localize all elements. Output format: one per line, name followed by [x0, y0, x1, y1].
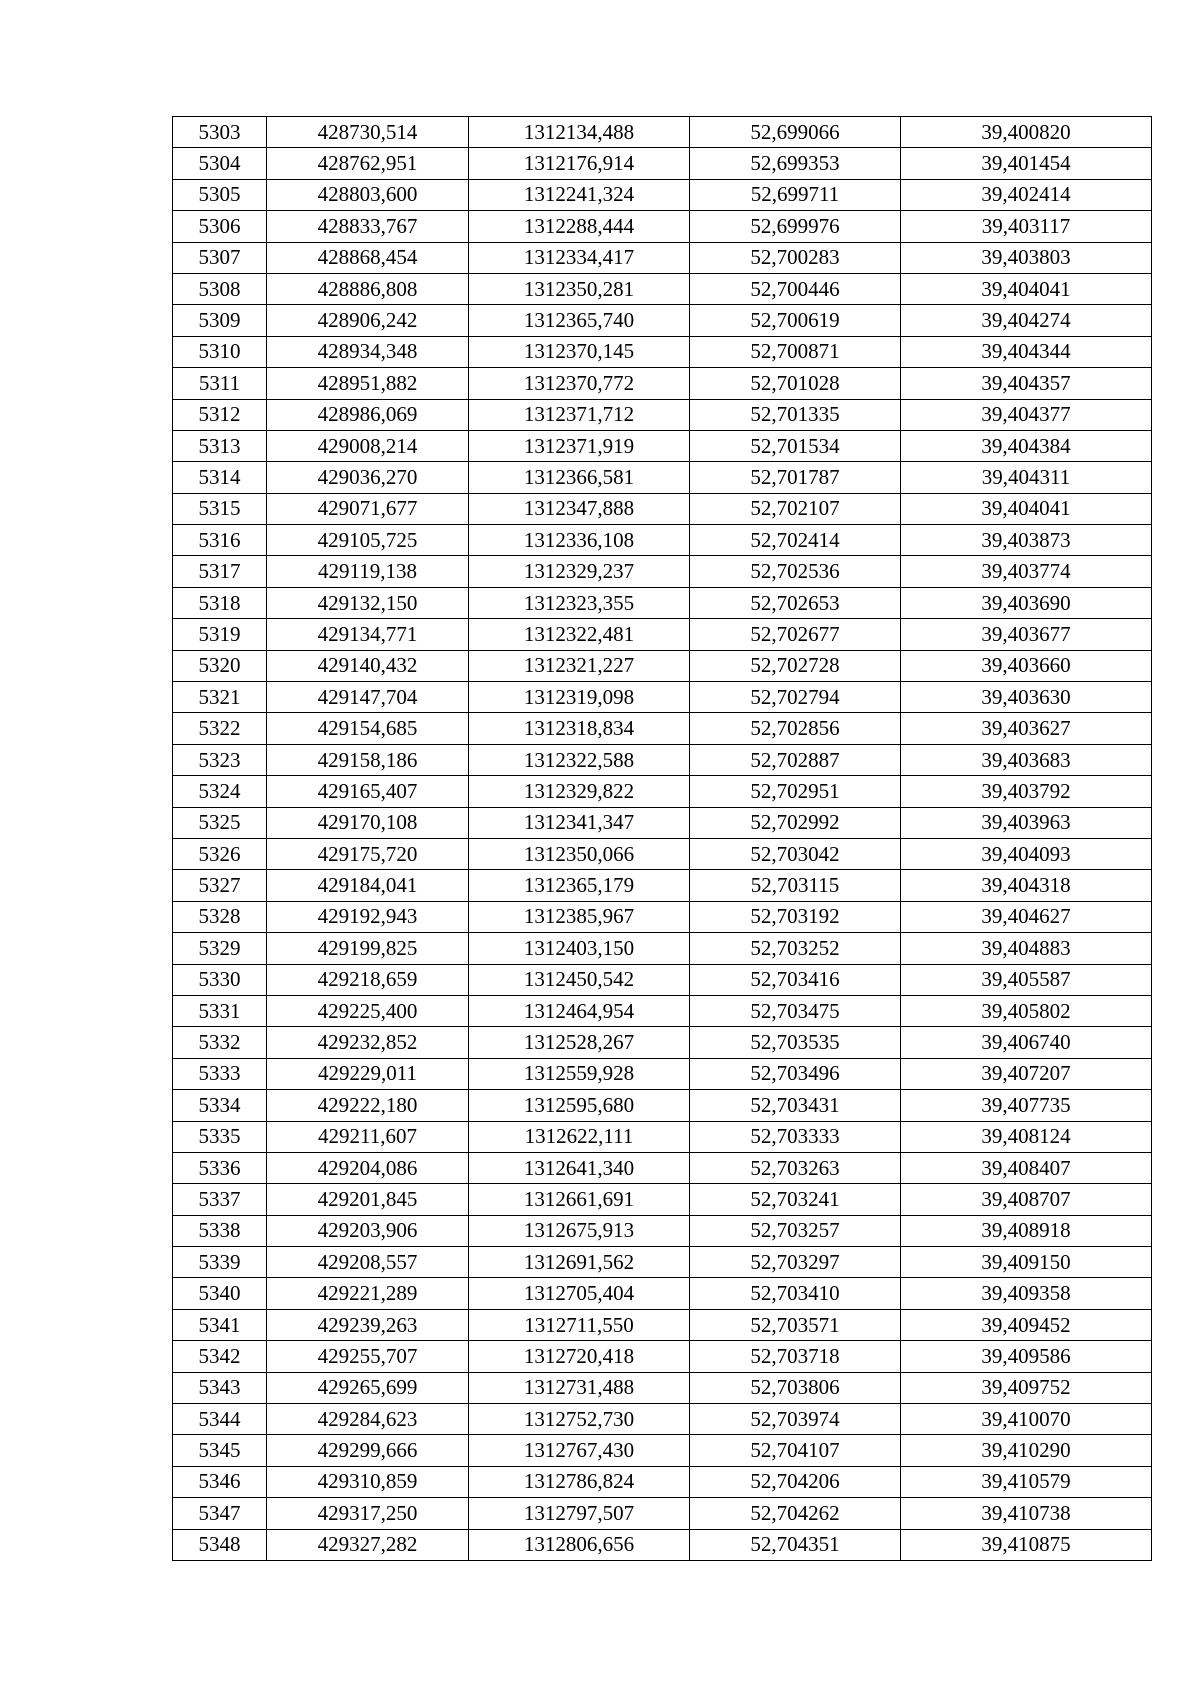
table-row: [173, 1247, 1152, 1278]
longitude-cell: 39,403627: [901, 713, 1152, 744]
point-number-cell: 5330: [173, 964, 267, 995]
latitude-cell: 52,703257: [690, 1215, 901, 1246]
table-row: [173, 838, 1152, 869]
longitude-cell: 39,403774: [901, 556, 1152, 587]
point-number-cell: 5303: [173, 117, 267, 148]
latitude-cell: 52,700446: [690, 273, 901, 304]
x-coordinate-cell: 429225,400: [267, 995, 469, 1026]
table-row: [173, 964, 1152, 995]
point-number-cell: 5315: [173, 493, 267, 524]
latitude-cell: 52,703535: [690, 1027, 901, 1058]
y-coordinate-cell: 1312370,772: [469, 368, 690, 399]
longitude-cell: 39,404318: [901, 870, 1152, 901]
y-coordinate-cell: 1312806,656: [469, 1529, 690, 1560]
point-number-cell: 5312: [173, 399, 267, 430]
y-coordinate-cell: 1312319,098: [469, 682, 690, 713]
y-coordinate-cell: 1312752,730: [469, 1404, 690, 1435]
longitude-cell: 39,401454: [901, 148, 1152, 179]
latitude-cell: 52,702951: [690, 776, 901, 807]
y-coordinate-cell: 1312691,562: [469, 1247, 690, 1278]
latitude-cell: 52,703416: [690, 964, 901, 995]
longitude-cell: 39,409150: [901, 1247, 1152, 1278]
x-coordinate-cell: 429317,250: [267, 1498, 469, 1529]
latitude-cell: 52,702536: [690, 556, 901, 587]
point-number-cell: 5310: [173, 336, 267, 367]
point-number-cell: 5322: [173, 713, 267, 744]
table-row: [173, 1152, 1152, 1183]
y-coordinate-cell: 1312661,691: [469, 1184, 690, 1215]
x-coordinate-cell: 428906,242: [267, 305, 469, 336]
x-coordinate-cell: 429071,677: [267, 493, 469, 524]
x-coordinate-cell: 429218,659: [267, 964, 469, 995]
latitude-cell: 52,704107: [690, 1435, 901, 1466]
table-row: [173, 1341, 1152, 1372]
longitude-cell: 39,403660: [901, 650, 1152, 681]
y-coordinate-cell: 1312385,967: [469, 901, 690, 932]
point-number-cell: 5342: [173, 1341, 267, 1372]
table-row: [173, 1404, 1152, 1435]
x-coordinate-cell: 429147,704: [267, 682, 469, 713]
latitude-cell: 52,703042: [690, 838, 901, 869]
y-coordinate-cell: 1312341,347: [469, 807, 690, 838]
longitude-cell: 39,406740: [901, 1027, 1152, 1058]
latitude-cell: 52,704351: [690, 1529, 901, 1560]
point-number-cell: 5327: [173, 870, 267, 901]
longitude-cell: 39,403683: [901, 744, 1152, 775]
x-coordinate-cell: 428833,767: [267, 211, 469, 242]
x-coordinate-cell: 429211,607: [267, 1121, 469, 1152]
latitude-cell: 52,699976: [690, 211, 901, 242]
y-coordinate-cell: 1312336,108: [469, 525, 690, 556]
coordinates-table: [172, 116, 1152, 1561]
latitude-cell: 52,703496: [690, 1058, 901, 1089]
latitude-cell: 52,701335: [690, 399, 901, 430]
longitude-cell: 39,403803: [901, 242, 1152, 273]
x-coordinate-cell: 429170,108: [267, 807, 469, 838]
x-coordinate-cell: 429327,282: [267, 1529, 469, 1560]
y-coordinate-cell: 1312321,227: [469, 650, 690, 681]
point-number-cell: 5318: [173, 587, 267, 618]
point-number-cell: 5313: [173, 430, 267, 461]
y-coordinate-cell: 1312797,507: [469, 1498, 690, 1529]
point-number-cell: 5319: [173, 619, 267, 650]
point-number-cell: 5328: [173, 901, 267, 932]
y-coordinate-cell: 1312323,355: [469, 587, 690, 618]
table-row: [173, 211, 1152, 242]
y-coordinate-cell: 1312350,066: [469, 838, 690, 869]
y-coordinate-cell: 1312329,237: [469, 556, 690, 587]
x-coordinate-cell: 429192,943: [267, 901, 469, 932]
x-coordinate-cell: 429310,859: [267, 1466, 469, 1497]
point-number-cell: 5314: [173, 462, 267, 493]
point-number-cell: 5324: [173, 776, 267, 807]
latitude-cell: 52,703718: [690, 1341, 901, 1372]
y-coordinate-cell: 1312322,481: [469, 619, 690, 650]
x-coordinate-cell: 428868,454: [267, 242, 469, 273]
x-coordinate-cell: 429239,263: [267, 1309, 469, 1340]
table-row: [173, 995, 1152, 1026]
y-coordinate-cell: 1312450,542: [469, 964, 690, 995]
longitude-cell: 39,403117: [901, 211, 1152, 242]
point-number-cell: 5348: [173, 1529, 267, 1560]
point-number-cell: 5341: [173, 1309, 267, 1340]
latitude-cell: 52,702107: [690, 493, 901, 524]
latitude-cell: 52,700619: [690, 305, 901, 336]
table-row: [173, 1058, 1152, 1089]
latitude-cell: 52,700871: [690, 336, 901, 367]
x-coordinate-cell: 429008,214: [267, 430, 469, 461]
table-row: [173, 556, 1152, 587]
longitude-cell: 39,404274: [901, 305, 1152, 336]
coordinates-table-body: [173, 117, 1152, 1561]
longitude-cell: 39,403677: [901, 619, 1152, 650]
table-row: [173, 807, 1152, 838]
x-coordinate-cell: 429201,845: [267, 1184, 469, 1215]
table-row: [173, 1184, 1152, 1215]
x-coordinate-cell: 429154,685: [267, 713, 469, 744]
latitude-cell: 52,703297: [690, 1247, 901, 1278]
y-coordinate-cell: 1312675,913: [469, 1215, 690, 1246]
y-coordinate-cell: 1312528,267: [469, 1027, 690, 1058]
latitude-cell: 52,699066: [690, 117, 901, 148]
x-coordinate-cell: 429036,270: [267, 462, 469, 493]
table-row: [173, 336, 1152, 367]
latitude-cell: 52,703241: [690, 1184, 901, 1215]
latitude-cell: 52,702992: [690, 807, 901, 838]
x-coordinate-cell: 428762,951: [267, 148, 469, 179]
point-number-cell: 5321: [173, 682, 267, 713]
table-row: [173, 1309, 1152, 1340]
longitude-cell: 39,408707: [901, 1184, 1152, 1215]
table-row: [173, 1278, 1152, 1309]
x-coordinate-cell: 429222,180: [267, 1090, 469, 1121]
longitude-cell: 39,404377: [901, 399, 1152, 430]
x-coordinate-cell: 429119,138: [267, 556, 469, 587]
point-number-cell: 5320: [173, 650, 267, 681]
longitude-cell: 39,405587: [901, 964, 1152, 995]
table-row: [173, 273, 1152, 304]
longitude-cell: 39,404344: [901, 336, 1152, 367]
table-row: [173, 242, 1152, 273]
y-coordinate-cell: 1312322,588: [469, 744, 690, 775]
point-number-cell: 5304: [173, 148, 267, 179]
longitude-cell: 39,403873: [901, 525, 1152, 556]
x-coordinate-cell: 429132,150: [267, 587, 469, 618]
longitude-cell: 39,409452: [901, 1309, 1152, 1340]
x-coordinate-cell: 429229,011: [267, 1058, 469, 1089]
table-row: [173, 682, 1152, 713]
point-number-cell: 5331: [173, 995, 267, 1026]
y-coordinate-cell: 1312318,834: [469, 713, 690, 744]
table-row: [173, 650, 1152, 681]
table-row: [173, 1372, 1152, 1403]
table-row: [173, 368, 1152, 399]
table-row: [173, 1027, 1152, 1058]
latitude-cell: 52,703475: [690, 995, 901, 1026]
y-coordinate-cell: 1312371,712: [469, 399, 690, 430]
y-coordinate-cell: 1312720,418: [469, 1341, 690, 1372]
table-row: [173, 305, 1152, 336]
table-row: [173, 713, 1152, 744]
longitude-cell: 39,405802: [901, 995, 1152, 1026]
latitude-cell: 52,702728: [690, 650, 901, 681]
longitude-cell: 39,403690: [901, 587, 1152, 618]
x-coordinate-cell: 429284,623: [267, 1404, 469, 1435]
table-row: [173, 1215, 1152, 1246]
longitude-cell: 39,409358: [901, 1278, 1152, 1309]
latitude-cell: 52,703115: [690, 870, 901, 901]
longitude-cell: 39,402414: [901, 179, 1152, 210]
longitude-cell: 39,408918: [901, 1215, 1152, 1246]
x-coordinate-cell: 429158,186: [267, 744, 469, 775]
latitude-cell: 52,702856: [690, 713, 901, 744]
x-coordinate-cell: 428986,069: [267, 399, 469, 430]
point-number-cell: 5317: [173, 556, 267, 587]
longitude-cell: 39,404384: [901, 430, 1152, 461]
table-row: [173, 525, 1152, 556]
y-coordinate-cell: 1312371,919: [469, 430, 690, 461]
table-row: [173, 1435, 1152, 1466]
longitude-cell: 39,407735: [901, 1090, 1152, 1121]
table-row: [173, 901, 1152, 932]
latitude-cell: 52,704206: [690, 1466, 901, 1497]
y-coordinate-cell: 1312176,914: [469, 148, 690, 179]
y-coordinate-cell: 1312334,417: [469, 242, 690, 273]
latitude-cell: 52,704262: [690, 1498, 901, 1529]
y-coordinate-cell: 1312288,444: [469, 211, 690, 242]
latitude-cell: 52,703333: [690, 1121, 901, 1152]
longitude-cell: 39,410875: [901, 1529, 1152, 1560]
latitude-cell: 52,702887: [690, 744, 901, 775]
table-row: [173, 493, 1152, 524]
table-row: [173, 117, 1152, 148]
longitude-cell: 39,410070: [901, 1404, 1152, 1435]
point-number-cell: 5332: [173, 1027, 267, 1058]
y-coordinate-cell: 1312464,954: [469, 995, 690, 1026]
x-coordinate-cell: 429199,825: [267, 933, 469, 964]
longitude-cell: 39,403963: [901, 807, 1152, 838]
latitude-cell: 52,702414: [690, 525, 901, 556]
point-number-cell: 5345: [173, 1435, 267, 1466]
y-coordinate-cell: 1312767,430: [469, 1435, 690, 1466]
latitude-cell: 52,702677: [690, 619, 901, 650]
x-coordinate-cell: 429184,041: [267, 870, 469, 901]
longitude-cell: 39,403792: [901, 776, 1152, 807]
x-coordinate-cell: 429175,720: [267, 838, 469, 869]
latitude-cell: 52,701028: [690, 368, 901, 399]
longitude-cell: 39,410579: [901, 1466, 1152, 1497]
table-row: [173, 870, 1152, 901]
point-number-cell: 5323: [173, 744, 267, 775]
longitude-cell: 39,407207: [901, 1058, 1152, 1089]
point-number-cell: 5347: [173, 1498, 267, 1529]
y-coordinate-cell: 1312329,822: [469, 776, 690, 807]
x-coordinate-cell: 429165,407: [267, 776, 469, 807]
point-number-cell: 5311: [173, 368, 267, 399]
x-coordinate-cell: 429204,086: [267, 1152, 469, 1183]
y-coordinate-cell: 1312350,281: [469, 273, 690, 304]
latitude-cell: 52,702794: [690, 682, 901, 713]
point-number-cell: 5338: [173, 1215, 267, 1246]
latitude-cell: 52,701534: [690, 430, 901, 461]
table-row: [173, 399, 1152, 430]
y-coordinate-cell: 1312403,150: [469, 933, 690, 964]
table-row: [173, 1121, 1152, 1152]
x-coordinate-cell: 428951,882: [267, 368, 469, 399]
longitude-cell: 39,409752: [901, 1372, 1152, 1403]
table-row: [173, 619, 1152, 650]
point-number-cell: 5336: [173, 1152, 267, 1183]
point-number-cell: 5337: [173, 1184, 267, 1215]
table-row: [173, 148, 1152, 179]
x-coordinate-cell: 429221,289: [267, 1278, 469, 1309]
y-coordinate-cell: 1312641,340: [469, 1152, 690, 1183]
x-coordinate-cell: 429203,906: [267, 1215, 469, 1246]
table-row: [173, 1466, 1152, 1497]
longitude-cell: 39,409586: [901, 1341, 1152, 1372]
latitude-cell: 52,700283: [690, 242, 901, 273]
y-coordinate-cell: 1312370,145: [469, 336, 690, 367]
x-coordinate-cell: 428803,600: [267, 179, 469, 210]
latitude-cell: 52,703571: [690, 1309, 901, 1340]
point-number-cell: 5343: [173, 1372, 267, 1403]
latitude-cell: 52,703806: [690, 1372, 901, 1403]
table-row: [173, 430, 1152, 461]
latitude-cell: 52,703252: [690, 933, 901, 964]
latitude-cell: 52,703974: [690, 1404, 901, 1435]
y-coordinate-cell: 1312559,928: [469, 1058, 690, 1089]
longitude-cell: 39,408124: [901, 1121, 1152, 1152]
y-coordinate-cell: 1312595,680: [469, 1090, 690, 1121]
longitude-cell: 39,408407: [901, 1152, 1152, 1183]
longitude-cell: 39,404883: [901, 933, 1152, 964]
point-number-cell: 5333: [173, 1058, 267, 1089]
point-number-cell: 5309: [173, 305, 267, 336]
point-number-cell: 5325: [173, 807, 267, 838]
latitude-cell: 52,703192: [690, 901, 901, 932]
point-number-cell: 5326: [173, 838, 267, 869]
x-coordinate-cell: 428730,514: [267, 117, 469, 148]
x-coordinate-cell: 429140,432: [267, 650, 469, 681]
x-coordinate-cell: 429105,725: [267, 525, 469, 556]
y-coordinate-cell: 1312711,550: [469, 1309, 690, 1340]
longitude-cell: 39,404041: [901, 273, 1152, 304]
longitude-cell: 39,404093: [901, 838, 1152, 869]
latitude-cell: 52,703263: [690, 1152, 901, 1183]
point-number-cell: 5305: [173, 179, 267, 210]
point-number-cell: 5339: [173, 1247, 267, 1278]
table-row: [173, 1498, 1152, 1529]
table-row: [173, 1090, 1152, 1121]
y-coordinate-cell: 1312347,888: [469, 493, 690, 524]
point-number-cell: 5308: [173, 273, 267, 304]
longitude-cell: 39,403630: [901, 682, 1152, 713]
longitude-cell: 39,410738: [901, 1498, 1152, 1529]
latitude-cell: 52,701787: [690, 462, 901, 493]
y-coordinate-cell: 1312365,740: [469, 305, 690, 336]
y-coordinate-cell: 1312365,179: [469, 870, 690, 901]
y-coordinate-cell: 1312366,581: [469, 462, 690, 493]
point-number-cell: 5334: [173, 1090, 267, 1121]
point-number-cell: 5335: [173, 1121, 267, 1152]
x-coordinate-cell: 428934,348: [267, 336, 469, 367]
table-row: [173, 744, 1152, 775]
longitude-cell: 39,404311: [901, 462, 1152, 493]
point-number-cell: 5306: [173, 211, 267, 242]
latitude-cell: 52,699711: [690, 179, 901, 210]
longitude-cell: 39,404041: [901, 493, 1152, 524]
longitude-cell: 39,404627: [901, 901, 1152, 932]
point-number-cell: 5329: [173, 933, 267, 964]
x-coordinate-cell: 429299,666: [267, 1435, 469, 1466]
table-row: [173, 587, 1152, 618]
table-row: [173, 462, 1152, 493]
longitude-cell: 39,404357: [901, 368, 1152, 399]
point-number-cell: 5316: [173, 525, 267, 556]
latitude-cell: 52,702653: [690, 587, 901, 618]
point-number-cell: 5340: [173, 1278, 267, 1309]
longitude-cell: 39,410290: [901, 1435, 1152, 1466]
x-coordinate-cell: 429255,707: [267, 1341, 469, 1372]
y-coordinate-cell: 1312786,824: [469, 1466, 690, 1497]
point-number-cell: 5344: [173, 1404, 267, 1435]
x-coordinate-cell: 428886,808: [267, 273, 469, 304]
table-row: [173, 1529, 1152, 1560]
point-number-cell: 5307: [173, 242, 267, 273]
latitude-cell: 52,703410: [690, 1278, 901, 1309]
x-coordinate-cell: 429134,771: [267, 619, 469, 650]
x-coordinate-cell: 429208,557: [267, 1247, 469, 1278]
y-coordinate-cell: 1312705,404: [469, 1278, 690, 1309]
x-coordinate-cell: 429265,699: [267, 1372, 469, 1403]
y-coordinate-cell: 1312241,324: [469, 179, 690, 210]
table-row: [173, 179, 1152, 210]
table-row: [173, 776, 1152, 807]
table-row: [173, 933, 1152, 964]
y-coordinate-cell: 1312731,488: [469, 1372, 690, 1403]
point-number-cell: 5346: [173, 1466, 267, 1497]
latitude-cell: 52,703431: [690, 1090, 901, 1121]
x-coordinate-cell: 429232,852: [267, 1027, 469, 1058]
y-coordinate-cell: 1312622,111: [469, 1121, 690, 1152]
latitude-cell: 52,699353: [690, 148, 901, 179]
longitude-cell: 39,400820: [901, 117, 1152, 148]
y-coordinate-cell: 1312134,488: [469, 117, 690, 148]
